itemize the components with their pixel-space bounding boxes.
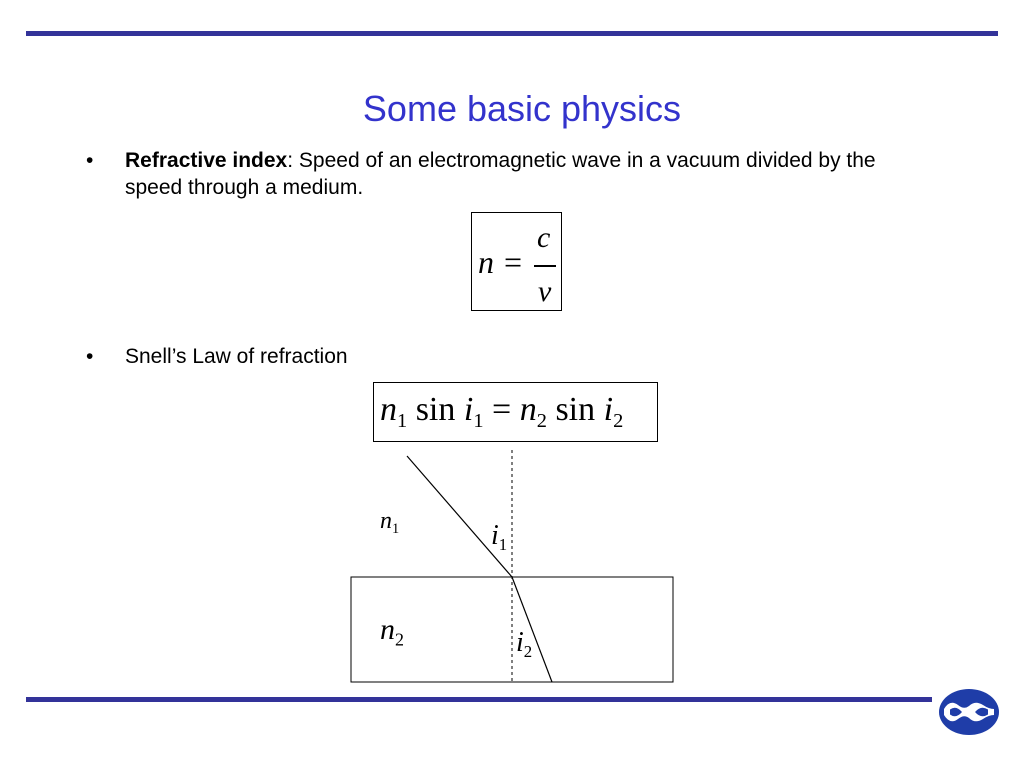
term-refractive-index: Refractive index	[125, 149, 288, 172]
label-sub: 2	[395, 629, 404, 650]
eq-i: i	[463, 391, 474, 428]
bottom-rule	[26, 697, 932, 702]
label-i2	[516, 627, 532, 662]
eq-sin: sin	[555, 391, 596, 428]
bullet-snells-law: Snell’s Law of refraction	[125, 345, 348, 368]
bullet-marker: •	[86, 149, 94, 172]
eq-equals: =	[492, 391, 512, 428]
label-n2	[380, 613, 404, 650]
formula-v: v	[538, 275, 552, 308]
bullet-marker: •	[86, 345, 94, 368]
label-n: n	[380, 508, 392, 534]
eq-i: i	[603, 391, 614, 428]
eq-n: n	[380, 391, 397, 428]
formula-equals: =	[504, 244, 523, 280]
label-n: n	[380, 613, 395, 646]
label-i1	[491, 520, 507, 555]
label-sub: 1	[392, 521, 400, 538]
ecmwf-logo-icon	[938, 687, 1000, 737]
formula-n: n	[478, 244, 494, 280]
label-i: i	[491, 520, 499, 551]
label-n1	[380, 508, 399, 538]
label-sub: 2	[523, 641, 533, 661]
formula-c: c	[537, 221, 551, 254]
label-i: i	[516, 627, 524, 658]
eq-n: n	[519, 391, 537, 428]
eq-sin: sin	[415, 391, 456, 428]
label-sub: 1	[498, 534, 508, 554]
definition-text: : Speed of an electromagnetic wave in a vacuum divided by the speed through a medium.	[125, 149, 876, 199]
eq-sub: 1	[397, 410, 408, 433]
slide-title: Some basic physics	[362, 88, 682, 129]
incident-ray	[407, 456, 512, 577]
eq-sub: 1	[473, 410, 484, 433]
eq-sub: 2	[613, 410, 624, 433]
eq-sub: 2	[536, 410, 547, 433]
